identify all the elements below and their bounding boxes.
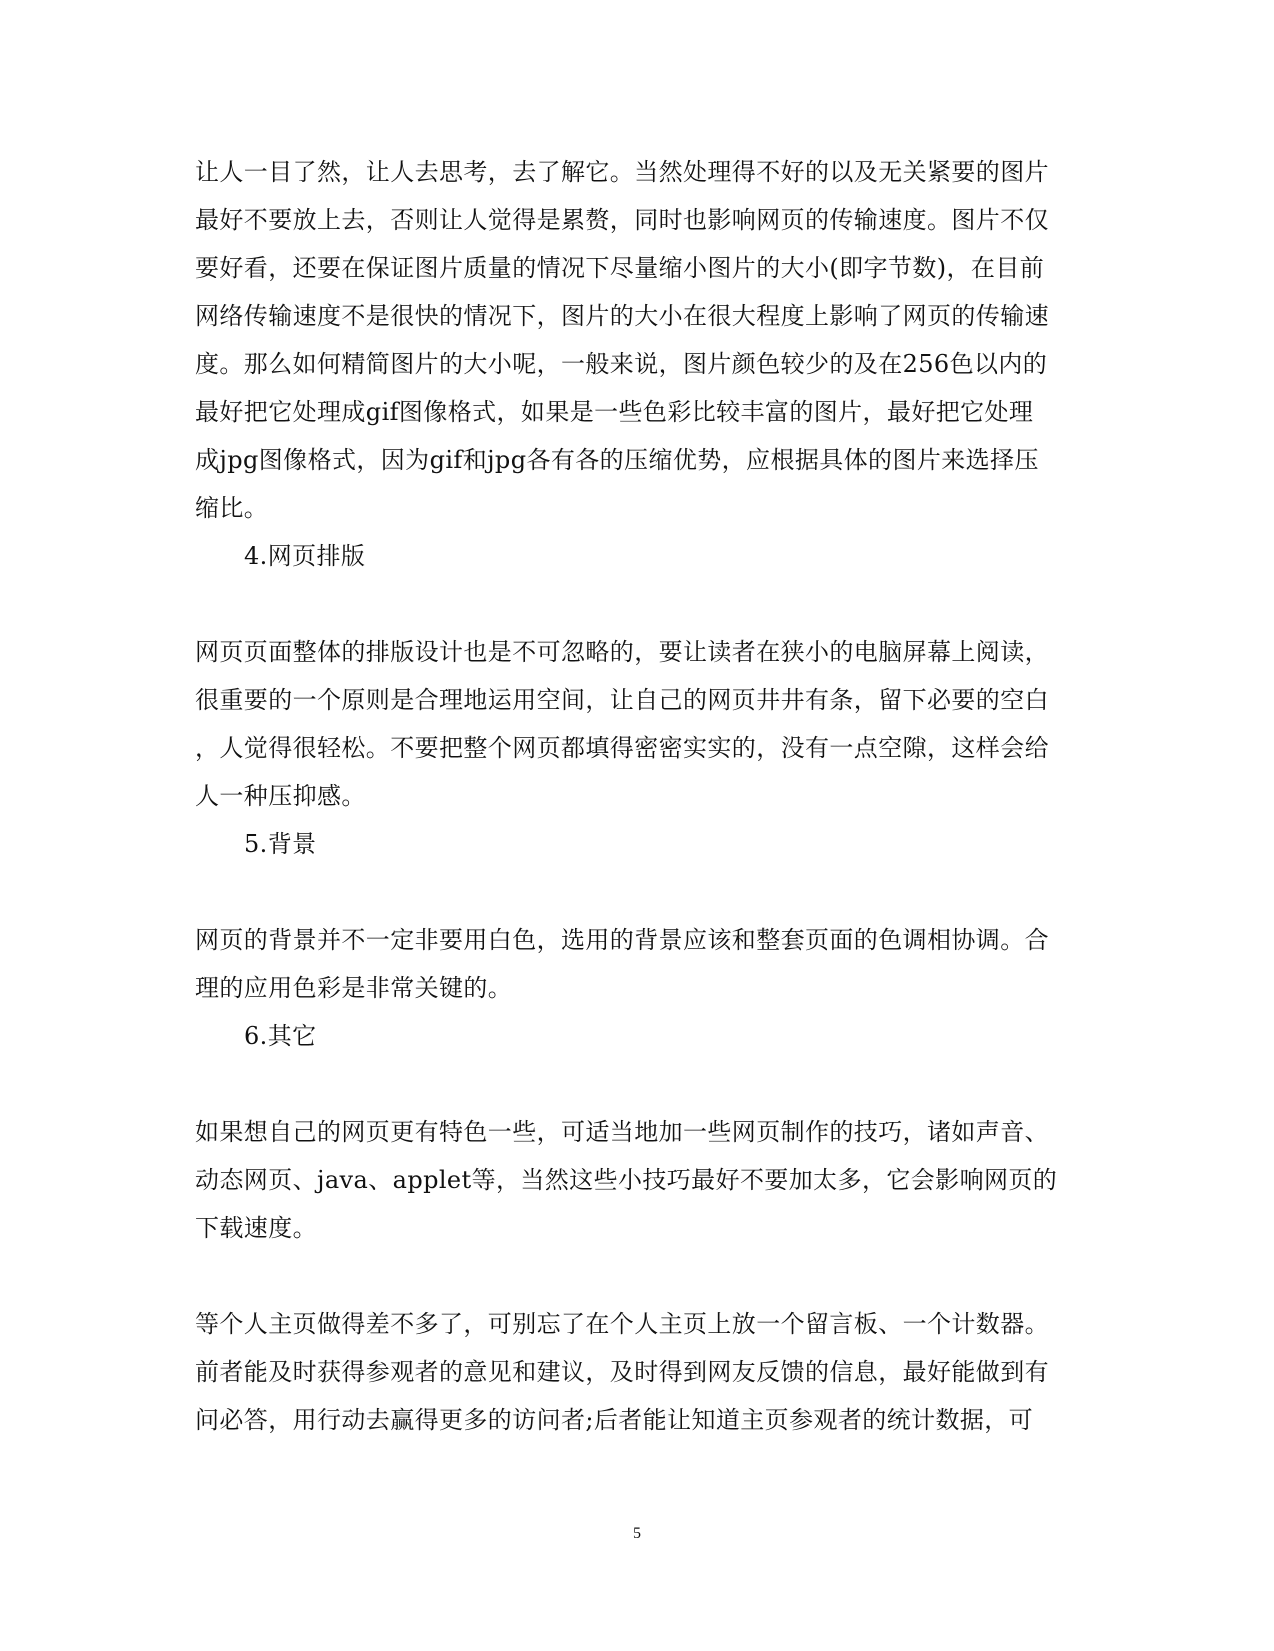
paragraph-4-line-3: 下载速度。 xyxy=(195,1214,317,1242)
paragraph-3-line-2: 理的应用色彩是非常关键的。 xyxy=(195,974,513,1002)
paragraph-2-line-3: ，人觉得很轻松。不要把整个网页都填得密密实实的，没有一点空隙，这样会给 xyxy=(195,734,1049,762)
paragraph-3-line-1: 网页的背景并不一定非要用白色，选用的背景应该和整套页面的色调相协调。合 xyxy=(195,926,1049,954)
paragraph-1-line-4: 网络传输速度不是很快的情况下，图片的大小在很大程度上影响了网页的传输速 xyxy=(195,302,1049,330)
section-heading-6: 6.其它 xyxy=(244,1022,317,1050)
section-heading-5: 5.背景 xyxy=(244,830,317,858)
paragraph-4-line-2: 动态网页、java、applet等，当然这些小技巧最好不要加太多，它会影响网页的 xyxy=(195,1166,1058,1194)
paragraph-1-line-3: 要好看，还要在保证图片质量的情况下尽量缩小图片的大小(即字节数)，在目前 xyxy=(195,254,1045,282)
paragraph-1-line-5: 度。那么如何精简图片的大小呢，一般来说，图片颜色较少的及在256色以内的 xyxy=(195,350,1048,378)
paragraph-1-line-6: 最好把它处理成gif图像格式，如果是一些色彩比较丰富的图片，最好把它处理 xyxy=(195,398,1034,426)
paragraph-2-line-4: 人一种压抑感。 xyxy=(195,782,366,810)
paragraph-1-line-2: 最好不要放上去，否则让人觉得是累赘，同时也影响网页的传输速度。图片不仅 xyxy=(195,206,1049,234)
paragraph-1-line-7: 成jpg图像格式，因为gif和jpg各有各的压缩优势，应根据具体的图片来选择压 xyxy=(195,446,1039,474)
section-heading-4: 4.网页排版 xyxy=(244,542,366,570)
paragraph-5-line-2: 前者能及时获得参观者的意见和建议，及时得到网友反馈的信息，最好能做到有 xyxy=(195,1358,1049,1386)
paragraph-2-line-1: 网页页面整体的排版设计也是不可忽略的，要让读者在狭小的电脑屏幕上阅读， xyxy=(195,638,1049,666)
paragraph-5-line-1: 等个人主页做得差不多了，可别忘了在个人主页上放一个留言板、一个计数器。 xyxy=(195,1310,1049,1338)
page-number: 5 xyxy=(633,1525,641,1542)
paragraph-4-line-1: 如果想自己的网页更有特色一些，可适当地加一些网页制作的技巧，诸如声音、 xyxy=(195,1118,1049,1146)
paragraph-1-line-1: 让人一目了然，让人去思考，去了解它。当然处理得不好的以及无关紧要的图片 xyxy=(195,158,1049,186)
paragraph-5-line-3: 问必答，用行动去赢得更多的访问者;后者能让知道主页参观者的统计数据，可 xyxy=(195,1406,1034,1434)
paragraph-2-line-2: 很重要的一个原则是合理地运用空间，让自己的网页井井有条，留下必要的空白 xyxy=(195,686,1049,714)
paragraph-1-line-8: 缩比。 xyxy=(195,494,269,522)
